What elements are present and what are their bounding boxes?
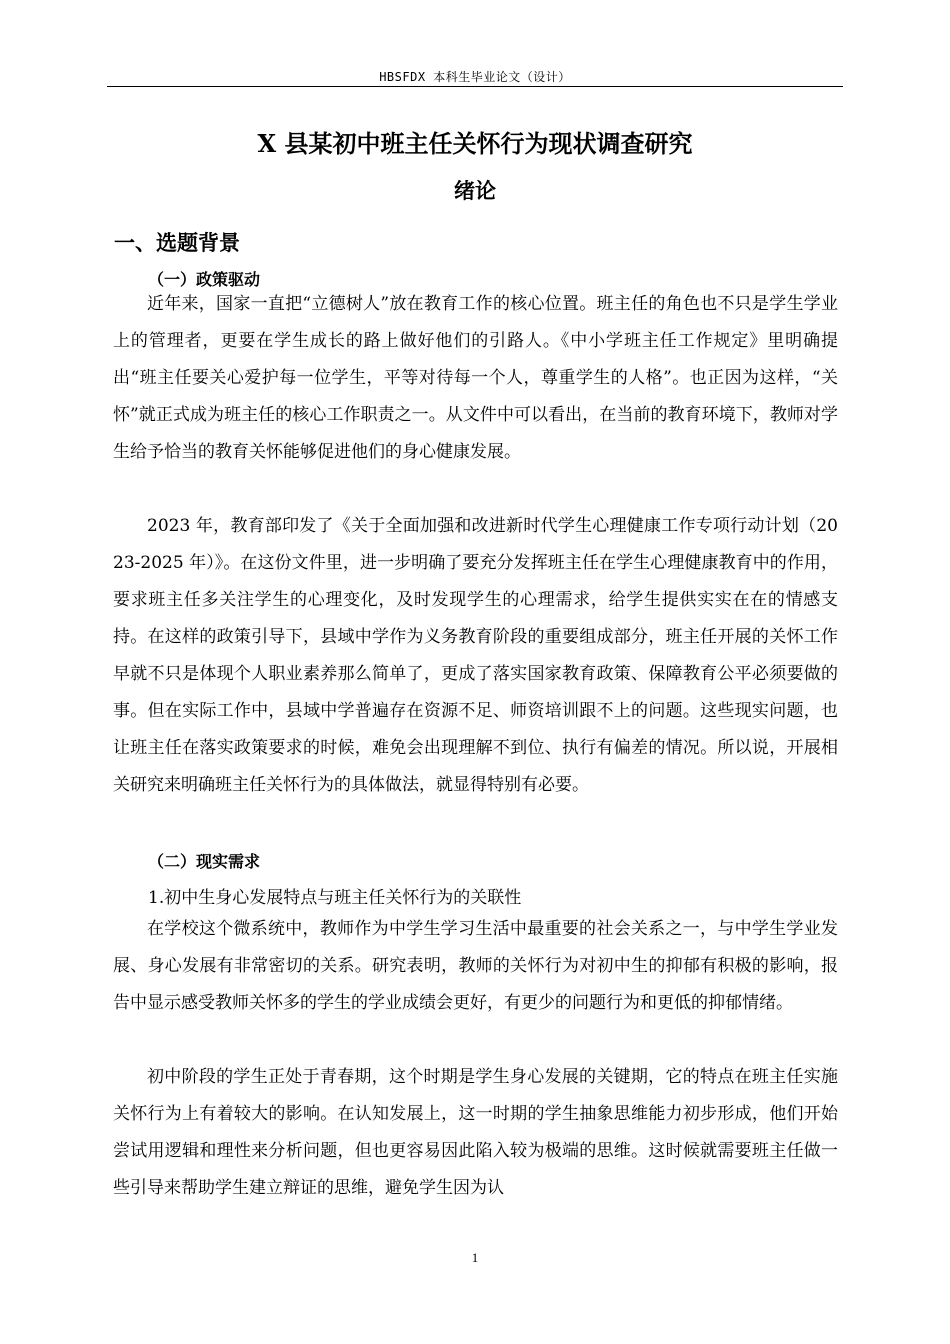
running-header: HBSFDX 本科生毕业论文（设计） [379,70,571,84]
section-heading: 一、选题背景 [114,231,240,255]
body-paragraph: 2023 年，教育部印发了《关于全面加强和改进新时代学生心理健康工作专项行动计划（2023-2025 年）》。在这份文件里，进一步明确了要充分发挥班主任在学生心理健康教育中的作用，要求班主任多关注学生的心理变化，及时发现学生的心理需求，给学生提供实实在在的情感支持。在这样的政策引导下，县域中学作为义务教育阶段的重要组成部分，班主任开展的关怀工作早就不只是体现个人职业素养那么简单了，更成了落实国家教育政策、保障教育公平必须要做的事。但在实际工作中，县域中学普遍存在资源不足、师资培训跟不上的问题。这些现实问题，也让班主任在落实政策要求的时候，难免会出现理解不到位、执行有偏差的情况。所以说，开展相关研究来明确班主任关怀行为的具体做法，就显得特别有必要。 [113,516,838,795]
body-paragraph: 初中阶段的学生正处于青春期，这个时期是学生身心发展的关键期，它的特点在班主任实施关怀行为上有着较大的影响。在认知发展上，这一时期的学生抽象思维能力初步形成，他们开始尝试用逻辑和理性来分析问题，但也更容易因此陷入较为极端的思维。这时候就需要班主任做一些引导来帮助学生建立辩证的思维，避免学生因为认 [113,1067,838,1198]
item-heading: 1.初中生身心发展特点与班主任关怀行为的关联性 [148,888,522,908]
header-divider [107,86,843,87]
subsection-heading-needs: （二）现实需求 [148,852,261,871]
body-paragraph: 近年来，国家一直把“立德树人”放在教育工作的核心位置。班主任的角色也不只是学生学业上的管理者，更要在学生成长的路上做好他们的引路人。《中小学班主任工作规定》里明确提出“班主任要关心爱护每一位学生，平等对待每一个人，尊重学生的人格”。也正因为这样，“关怀”就正式成为班主任的核心工作职责之一。从文件中可以看出，在当前的教育环境下，教师对学生给予恰当的教育关怀能够促进他们的身心健康发展。 [113,294,838,462]
chapter-title: 绪论 [454,179,496,203]
thesis-title: X 县某初中班主任关怀行为现状调查研究 [257,129,693,158]
subsection-heading-policy: （一）政策驱动 [148,270,261,289]
body-paragraph: 在学校这个微系统中，教师作为中学生学习生活中最重要的社会关系之一，与中学生学业发展、身心发展有非常密切的关系。研究表明，教师的关怀行为对初中生的抑郁有积极的影响，报告中显示感受教师关怀多的学生的学业成绩会更好，有更少的问题行为和更低的抑郁情绪。 [113,919,838,1013]
page-number: 1 [471,1250,479,1265]
